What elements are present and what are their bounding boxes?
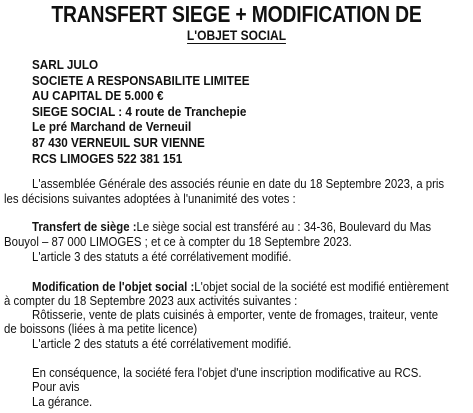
closing-line-2: Pour avis [32, 380, 80, 394]
company-block [32, 57, 250, 166]
object-line-1 [32, 280, 449, 295]
company-city: 87 430 VERNEUIL SUR VIENNE [32, 134, 205, 150]
closing-line-3: La gérance. [32, 395, 93, 409]
company-legal-form: SOCIETE A RESPONSABILITE LIMITEE [32, 72, 250, 88]
company-capital: AU CAPITAL DE 5.000 € [32, 88, 164, 104]
company-head-office: SIEGE SOCIAL : 4 route de Tranchepie [32, 103, 247, 119]
notice-subtitle-text: L'OBJET SOCIAL [186, 27, 287, 43]
transfer-line-2: Bouyol – 87 000 LIMOGES ; et ce à compter du 18 Septembre 2023. [4, 235, 352, 249]
company-address-line: Le pré Marchand de Verneuil [32, 119, 192, 135]
intro-line-2: les décisions suivantes adoptées à l'unanimité des votes : [4, 192, 296, 206]
object-line-4: de boissons (liées à ma petite licence) [4, 322, 198, 336]
company-rcs: RCS LIMOGES 522 381 151 [32, 150, 183, 166]
transfer-line-1-text: Le siège social est transféré au : 34-36, Boulevard du Mas [136, 220, 432, 234]
object-line-5: L'article 2 des statuts a été corrélativement modifié. [32, 337, 292, 351]
intro-line-1: L'assemblée Générale des associés réunie en date du 18 Septembre 2023, a pris [32, 177, 445, 191]
transfer-label: Transfert de siège : [32, 220, 137, 234]
notice-title: TRANSFERT SIEGE + MODIFICATION DE [51, 1, 422, 27]
notice-subtitle [33, 27, 440, 43]
transfer-line-3: L'article 3 des statuts a été corrélativement modifié. [32, 250, 292, 264]
transfer-line-1 [32, 220, 431, 235]
closing-line-1: En conséquence, la société fera l'objet d'une inscription modificative au RCS. [32, 366, 422, 380]
company-name: SARL JULO [32, 57, 99, 72]
object-label: Modification de l'objet social : [32, 280, 195, 294]
object-line-3: Rôtisserie, vente de plats cuisinés à emporter, vente de fromages, traiteur, vente [32, 308, 439, 322]
object-line-2: à compter du 18 Septembre 2023 aux activités suivantes : [4, 294, 298, 308]
object-line-1-text: L'objet social de la société est modifié entièrement [194, 280, 449, 294]
